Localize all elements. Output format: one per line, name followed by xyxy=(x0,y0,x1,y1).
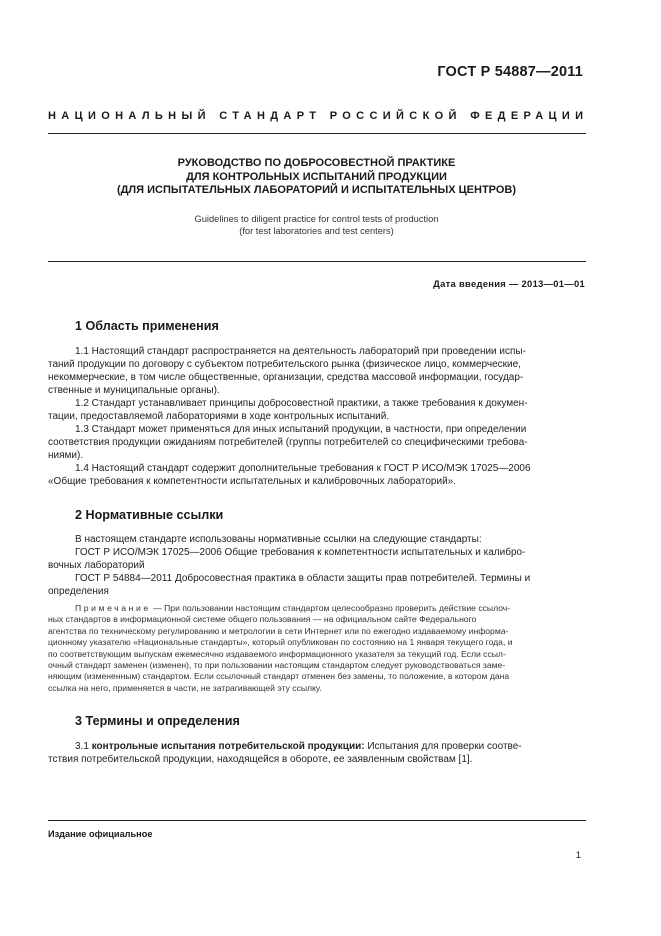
term-name: контрольные испытания потребительской продукции: xyxy=(91,741,365,752)
title-line-2: ДЛЯ КОНТРОЛЬНЫХ ИСПЫТАНИЙ ПРОДУКЦИИ xyxy=(186,170,447,183)
title-divider xyxy=(48,261,586,262)
national-standard-banner: НАЦИОНАЛЬНЫЙ СТАНДАРТ РОССИЙСКОЙ ФЕДЕРАЦИИ xyxy=(48,110,589,122)
page-number: 1 xyxy=(575,850,581,861)
note-line-3: агентства по техническому регулированию и метрологии в сети Интернет или по ежегодно издаваемому информа- xyxy=(48,625,509,636)
section-2-body xyxy=(48,533,584,598)
para-1-1-line-3: некоммерческие, в том числе общественные, организации, средства массовой информации, государ- xyxy=(48,372,524,383)
introduction-date: Дата введения — 2013—01—01 xyxy=(433,278,585,289)
term-number: 3.1 xyxy=(75,741,92,752)
note-line-2: ных стандартов в информационной системе общего пользования — на официальном сайте Федерального xyxy=(48,614,477,625)
ref-2-line-2: определения xyxy=(48,586,109,597)
section-3-body xyxy=(48,740,584,766)
para-1-3-line-3: ниями). xyxy=(48,450,84,461)
english-title xyxy=(48,213,585,237)
title-line-1: РУКОВОДСТВО ПО ДОБРОСОВЕСТНОЙ ПРАКТИКЕ xyxy=(177,157,456,169)
section-heading-terms: 3 Термины и определения xyxy=(75,714,240,728)
footer-divider xyxy=(48,820,586,821)
section-heading-normative-references: 2 Нормативные ссылки xyxy=(75,508,224,522)
title-line-3: (ДЛЯ ИСПЫТАТЕЛЬНЫХ ЛАБОРАТОРИЙ И ИСПЫТАТЕЛЬНЫХ ЦЕНТРОВ) xyxy=(116,184,517,196)
english-title-line-1: Guidelines to diligent practice for control tests of production xyxy=(194,214,439,224)
note-line-4: ционному указателю «Национальные стандарты», который опубликован по состоянию на 1 января текущего года, и xyxy=(48,637,513,648)
official-edition-label: Издание официальное xyxy=(48,829,153,839)
para-2-intro: В настоящем стандарте использованы нормативные ссылки на следующие стандарты: xyxy=(75,534,482,545)
term-3-1-line-2: тствия потребительской продукции, находящейся в обороте, ее заявленным свойствам [1]. xyxy=(48,754,473,765)
ref-1-line-1: ГОСТ Р ИСО/МЭК 17025—2006 Общие требования к компетентности испытательных и калибро- xyxy=(75,547,526,558)
term-definition-start: Испытания для проверки соотве- xyxy=(364,741,522,752)
top-divider xyxy=(48,133,586,134)
ref-2-line-1: ГОСТ Р 54884—2011 Добросовестная практика в области защиты прав потребителей. Термины и xyxy=(75,573,531,584)
english-title-line-2: (for test laboratories and test centers) xyxy=(239,226,394,236)
ref-1-line-2: вочных лабораторий xyxy=(48,560,145,571)
para-1-1-line-1: 1.1 Настоящий стандарт распространяется на деятельность лабораторий при проведении испы- xyxy=(75,346,526,357)
para-1-1-line-2: таний продукции по договору с субъектом потребительского рынка (физическое лицо, коммерческие, xyxy=(48,359,521,370)
note-line-7: няющим (измененным) стандартом. Если ссылочный стандарт отменен без замены, то положение, в котором дана xyxy=(48,671,510,682)
note-line-5: по соответствующим выпускам ежемесячно издаваемого информационного указателя за текущий год. Если ссыл- xyxy=(48,648,506,659)
para-1-3-line-2: соответствия продукции ожиданиям потребителей (группы потребителей со специфическими требова- xyxy=(48,437,528,448)
para-1-2-line-2: тации, предоставляемой лабораториями в ходе контрольных испытаний. xyxy=(48,411,390,422)
section-heading-scope: 1 Область применения xyxy=(75,319,219,333)
note-block xyxy=(48,603,584,694)
term-3-1-line-1 xyxy=(48,740,584,753)
note-label: Примечание xyxy=(75,603,151,613)
para-1-2-line-1: 1.2 Стандарт устанавливает принципы добросовестной практики, а также требования к докумен- xyxy=(75,398,528,409)
para-1-1-line-4: ственные и муниципальные органы). xyxy=(48,385,220,396)
note-line-8: ссылка на него, применяется в части, не затрагивающей эту ссылку. xyxy=(48,682,322,693)
section-1-body xyxy=(48,345,584,488)
para-1-4-line-1: 1.4 Настоящий стандарт содержит дополнительные требования к ГОСТ Р ИСО/МЭК 17025—2006 xyxy=(75,463,531,474)
note-first-line-text: — При пользовании настоящим стандартом целесообразно проверить действие ссылоч- xyxy=(150,603,511,613)
note-line-6: очный стандарт заменен (изменен), то при пользовании настоящим стандартом следует руководствоваться заме- xyxy=(48,660,506,671)
note-first-line xyxy=(48,603,584,614)
para-1-4-line-2: «Общие требования к компетентности испытательных и калибровочных лабораторий». xyxy=(48,476,456,487)
document-title xyxy=(48,157,585,198)
para-1-3-line-1: 1.3 Стандарт может применяться для иных испытаний продукции, в частности, при определении xyxy=(75,424,527,435)
document-code: ГОСТ Р 54887—2011 xyxy=(437,64,583,80)
